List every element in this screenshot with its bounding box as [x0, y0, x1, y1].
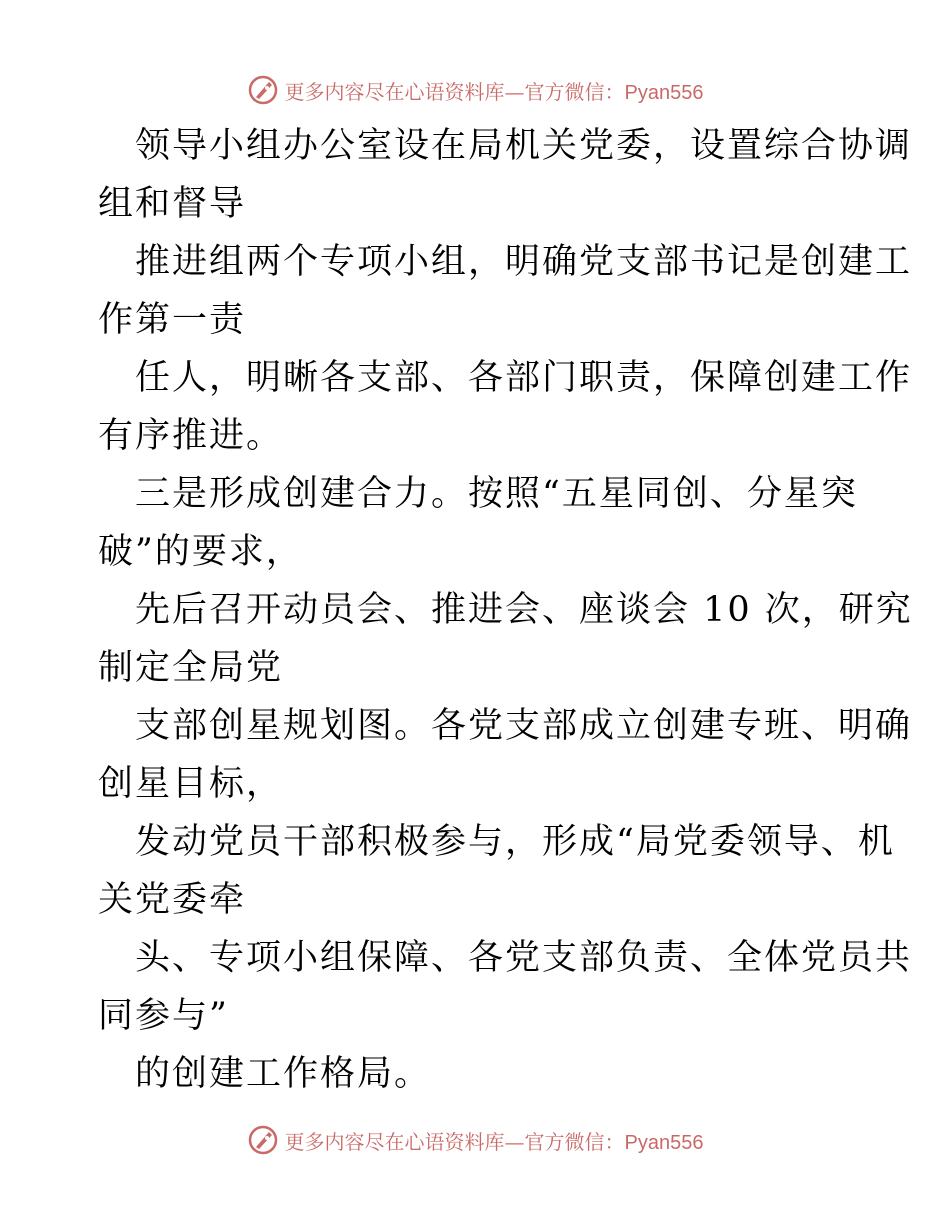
- body-line: 的创建工作格局。: [135, 1054, 432, 1094]
- body-line: 支部创星规划图。各党支部成立创建专班、明确: [135, 706, 913, 746]
- body-line: 三是形成创建合力。按照“五星同创、分星突: [135, 474, 858, 514]
- body-line: 任人，明晰各支部、各部门职责，保障创建工作: [135, 358, 913, 398]
- body-line: 破”的要求，: [98, 532, 303, 572]
- body-line: 关党委牵: [98, 880, 247, 920]
- footer-watermark: [0, 1120, 950, 1160]
- body-line: 先后召开动员会、推进会、座谈会 10 次，研究: [135, 590, 913, 630]
- body-line: 组和督导: [98, 184, 247, 224]
- body-line: 领导小组办公室设在局机关党委，设置综合协调: [135, 126, 913, 166]
- quill-logo-icon: [247, 1124, 279, 1156]
- body-line: 创星目标，: [98, 764, 284, 804]
- header-watermark: [0, 70, 950, 110]
- body-line: 制定全局党: [98, 648, 284, 688]
- body-line: 作第一责: [98, 300, 247, 340]
- document-body: [98, 117, 913, 1103]
- body-line: 头、专项小组保障、各党支部负责、全体党员共: [135, 938, 913, 978]
- quill-logo-icon: [247, 74, 279, 106]
- watermark-text: 更多内容尽在心语资料库—官方微信：Pyan556: [284, 1129, 704, 1154]
- body-line: 推进组两个专项小组，明确党支部书记是创建工: [135, 242, 913, 282]
- body-line: 同参与”: [98, 996, 229, 1036]
- body-line: 有序推进。: [98, 416, 284, 456]
- watermark-text: 更多内容尽在心语资料库—官方微信：Pyan556: [284, 79, 704, 104]
- body-line: 发动党员干部积极参与，形成“局党委领导、机: [135, 822, 895, 862]
